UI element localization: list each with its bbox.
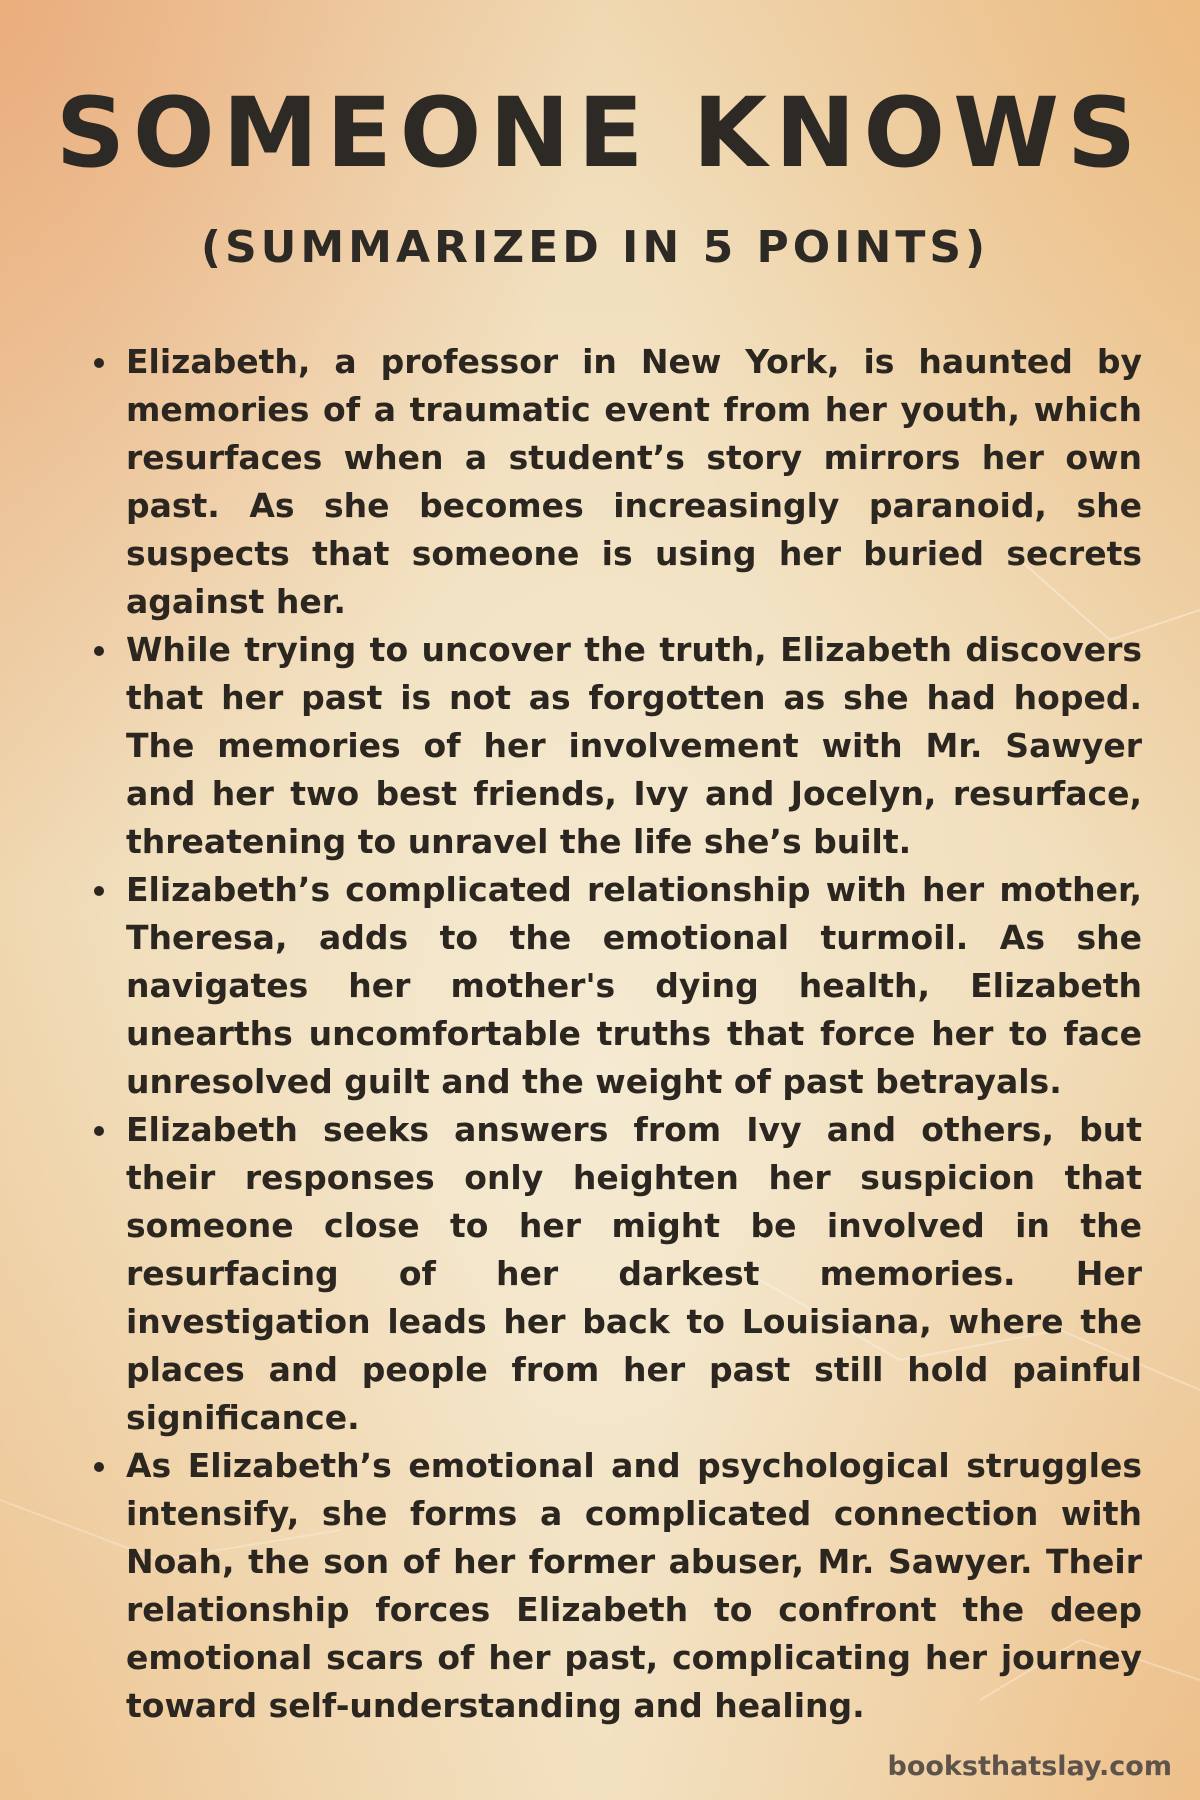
summary-points-list: [90, 338, 1142, 1730]
bullet-icon: [94, 1126, 104, 1136]
page-subtitle: (SUMMARIZED IN 5 POINTS): [200, 222, 990, 273]
summary-point-text: While trying to uncover the truth, Elizabeth discovers that her past is not as forgotten as she had hoped. The memories of her involvement with Mr. Sawyer and her two best friends, Ivy and Jocelyn, resurface, threatening to unravel the life she’s built.: [126, 630, 1142, 861]
bullet-icon: [94, 358, 104, 368]
summary-point-text: Elizabeth’s complicated relationship with her mother, Theresa, adds to the emotional turmoil. As she navigates her mother's dying health, Elizabeth unearths uncomfortable truths that force her to face unresolved guilt and the weight of past betrayals.: [126, 870, 1142, 1101]
site-credit: booksthatslay.com: [887, 1751, 1172, 1782]
summary-point: [90, 338, 1142, 626]
bullet-icon: [94, 1462, 104, 1472]
summary-point-text: Elizabeth seeks answers from Ivy and others, but their responses only heighten her suspicion that someone close to her might be involved in the resurfacing of her darkest memories. Her investigation leads her back to Louisiana, where the places and people from her past still hold painful significance.: [126, 1110, 1142, 1437]
bullet-icon: [94, 886, 104, 896]
summary-point: [90, 626, 1142, 866]
summary-point: [90, 866, 1142, 1106]
page-title: SOMEONE KNOWS: [55, 77, 1145, 189]
summary-point-text: As Elizabeth’s emotional and psychological struggles intensify, she forms a complicated connection with Noah, the son of her former abuser, Mr. Sawyer. Their relationship forces Elizabeth to confront the deep emotional scars of her past, complicating her journey toward self-understanding and healing.: [126, 1446, 1142, 1725]
summary-point: [90, 1106, 1142, 1442]
summary-point-text: Elizabeth, a professor in New York, is haunted by memories of a traumatic event from her youth, which resurfaces when a student’s story mirrors her own past. As she becomes increasingly paranoid, she suspects that someone is using her buried secrets against her.: [126, 342, 1142, 621]
summary-point: [90, 1442, 1142, 1730]
bullet-icon: [94, 646, 104, 656]
